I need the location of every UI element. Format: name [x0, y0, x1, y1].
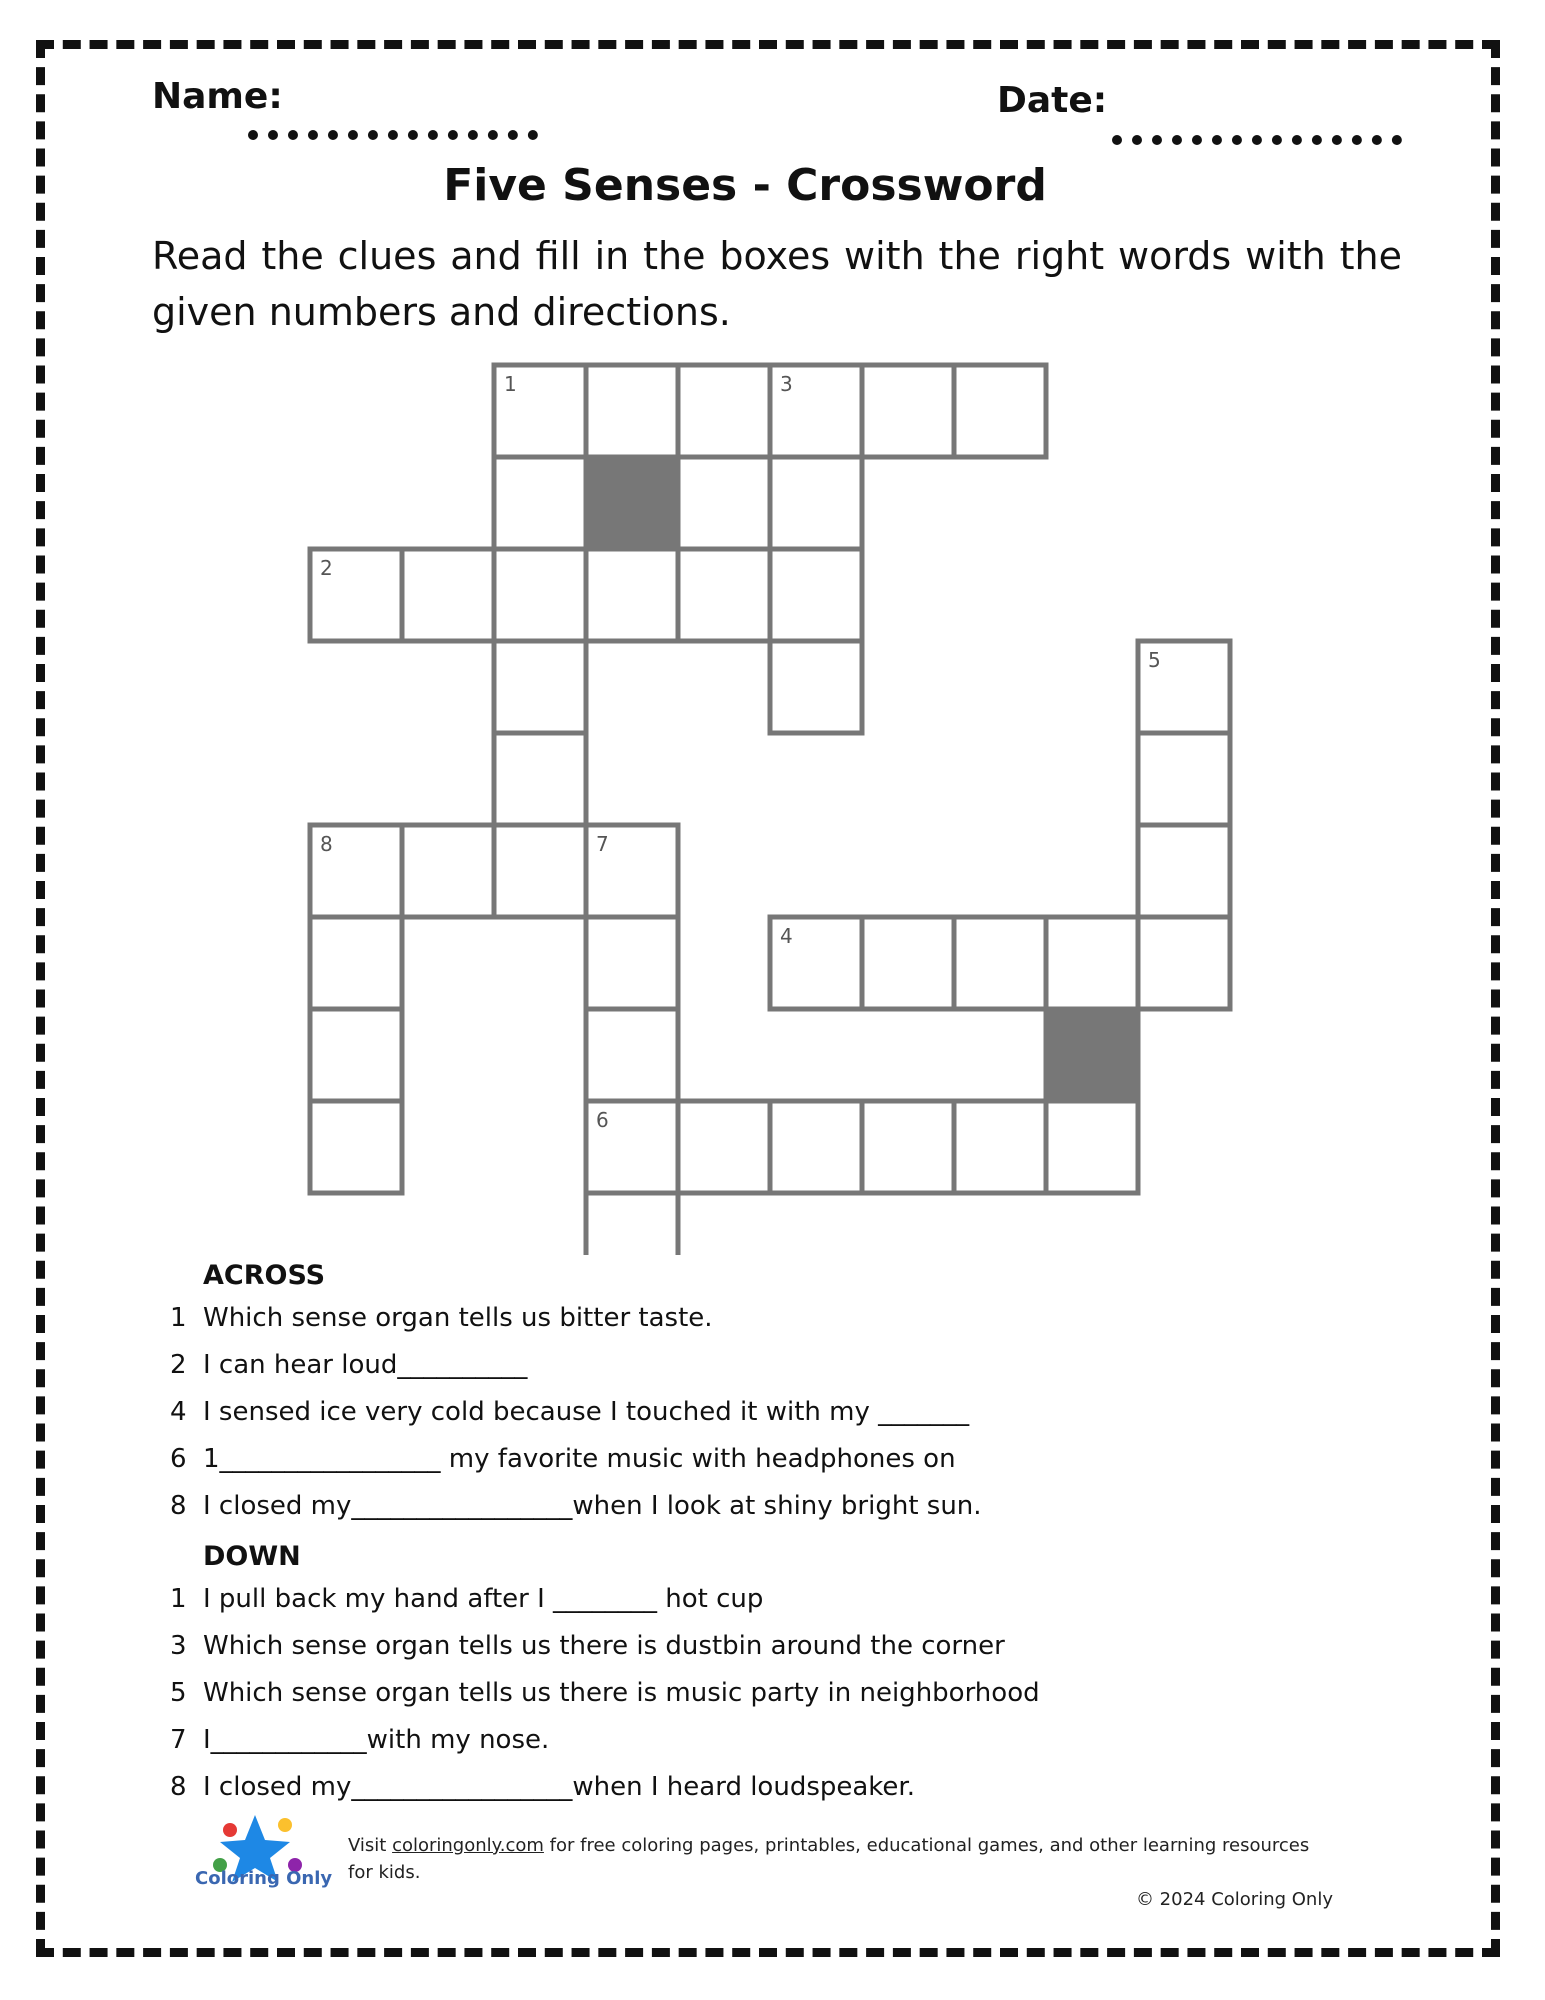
date-label: Date:: [997, 80, 1108, 121]
cell-number: 3: [780, 372, 793, 396]
crossword-cell[interactable]: [770, 1101, 862, 1193]
crossword-cell[interactable]: [494, 457, 586, 549]
clue-number: 4: [170, 1397, 187, 1427]
crossword-cell[interactable]: [494, 825, 586, 917]
cell-number: 4: [780, 924, 793, 948]
crossword-cell[interactable]: [678, 457, 770, 549]
clue-text: Which sense organ tells us bitter taste.: [203, 1303, 713, 1333]
clue-text: I sensed ice very cold because I touched it with my _______: [203, 1397, 970, 1427]
footer-visit: Visit: [348, 1835, 393, 1856]
across-clue-8: [170, 1491, 982, 1521]
crossword-cell[interactable]: [310, 1009, 402, 1101]
clue-text: Which sense organ tells us there is dustbin around the corner: [203, 1631, 1005, 1661]
down-clue-1: [170, 1584, 763, 1614]
clue-text: I pull back my hand after I ________ hot cup: [203, 1584, 764, 1614]
crossword-cell[interactable]: [494, 549, 586, 641]
crossword-cell[interactable]: [770, 549, 862, 641]
name-field-line[interactable]: [248, 130, 538, 140]
crossword-cell[interactable]: [862, 1101, 954, 1193]
crossword-cell[interactable]: [770, 365, 862, 457]
across-heading: ACROSS: [203, 1260, 326, 1291]
crossword-cell[interactable]: [586, 1101, 678, 1193]
crossword-cell[interactable]: [310, 825, 402, 917]
clue-number: 7: [170, 1725, 187, 1755]
crossword-cell[interactable]: [954, 1101, 1046, 1193]
crossword-cell[interactable]: [678, 549, 770, 641]
shaded-cell: [1046, 1009, 1138, 1101]
clue-number: 1: [170, 1584, 187, 1614]
logo-text: Coloring Only: [195, 1868, 333, 1889]
crossword-cell[interactable]: [1138, 825, 1230, 917]
down-clue-8: [170, 1772, 915, 1802]
cell-number: 6: [596, 1108, 609, 1132]
down-clue-5: [170, 1678, 1040, 1708]
clue-text: I____________with my nose.: [203, 1725, 550, 1755]
clue-text: Which sense organ tells us there is music party in neighborhood: [203, 1678, 1040, 1708]
crossword-cell[interactable]: [310, 1101, 402, 1193]
name-label: Name:: [152, 76, 283, 117]
clue-number: 1: [170, 1303, 187, 1333]
crossword-cell[interactable]: [586, 1193, 678, 1255]
crossword-cell[interactable]: [402, 549, 494, 641]
cell-number: 8: [320, 832, 333, 856]
crossword-cell[interactable]: [586, 1009, 678, 1101]
clue-number: 8: [170, 1491, 187, 1521]
crossword-cell[interactable]: [494, 733, 586, 825]
down-clue-7: [170, 1725, 549, 1755]
across-clue-6: [170, 1444, 956, 1474]
crossword-cell[interactable]: [1138, 733, 1230, 825]
crossword-cell[interactable]: [770, 457, 862, 549]
crossword-cell[interactable]: [402, 825, 494, 917]
across-clue-1: [170, 1303, 713, 1333]
crossword-grid: [280, 355, 1260, 1255]
crossword-cell[interactable]: [678, 1101, 770, 1193]
footer-description: for free coloring pages, printables, educational games, and other learning resources for kids.: [348, 1835, 1310, 1883]
crossword-cell[interactable]: [770, 641, 862, 733]
crossword-cell[interactable]: [770, 917, 862, 1009]
cell-number: 1: [504, 372, 517, 396]
shaded-cell: [586, 457, 678, 549]
clue-text: I closed my_________________when I look at shiny bright sun.: [203, 1491, 982, 1521]
crossword-cell[interactable]: [494, 365, 586, 457]
crossword-cell[interactable]: [586, 549, 678, 641]
cell-number: 2: [320, 556, 333, 580]
crossword-cell[interactable]: [586, 917, 678, 1009]
crossword-cell[interactable]: [862, 365, 954, 457]
crossword-cell[interactable]: [1138, 917, 1230, 1009]
down-heading: DOWN: [203, 1541, 301, 1572]
crossword-cell[interactable]: [678, 365, 770, 457]
crossword-cell[interactable]: [586, 365, 678, 457]
clue-text: 1_________________ my favorite music with headphones on: [203, 1444, 956, 1474]
crossword-cell[interactable]: [1046, 1101, 1138, 1193]
footer-link[interactable]: coloringonly.com: [392, 1835, 544, 1856]
footer-copyright: © 2024 Coloring Only: [1135, 1889, 1333, 1910]
crossword-cell[interactable]: [954, 365, 1046, 457]
worksheet-title: Five Senses - Crossword: [443, 160, 1047, 211]
date-field-line[interactable]: [1112, 135, 1402, 145]
crossword-cell[interactable]: [1138, 641, 1230, 733]
cell-number: 7: [596, 832, 609, 856]
instructions-text: Read the clues and fill in the boxes with the right words with the given numbers and directions.: [152, 234, 1402, 334]
crossword-cell[interactable]: [586, 825, 678, 917]
crossword-cell[interactable]: [862, 917, 954, 1009]
crossword-cell[interactable]: [1046, 917, 1138, 1009]
footer-text: [348, 1832, 1333, 1913]
across-clue-4: [170, 1397, 969, 1427]
clue-number: 8: [170, 1772, 187, 1802]
crossword-cell[interactable]: [494, 641, 586, 733]
crossword-cell[interactable]: [310, 917, 402, 1009]
clue-number: 6: [170, 1444, 187, 1474]
crossword-cell[interactable]: [954, 917, 1046, 1009]
down-clue-3: [170, 1631, 1005, 1661]
across-clue-2: [170, 1350, 527, 1380]
cell-number: 5: [1148, 648, 1161, 672]
clue-number: 3: [170, 1631, 187, 1661]
clue-number: 2: [170, 1350, 187, 1380]
clue-number: 5: [170, 1678, 187, 1708]
clue-text: I can hear loud__________: [203, 1350, 528, 1380]
crossword-cell[interactable]: [310, 549, 402, 641]
clue-text: I closed my_________________when I heard loudspeaker.: [203, 1772, 915, 1802]
